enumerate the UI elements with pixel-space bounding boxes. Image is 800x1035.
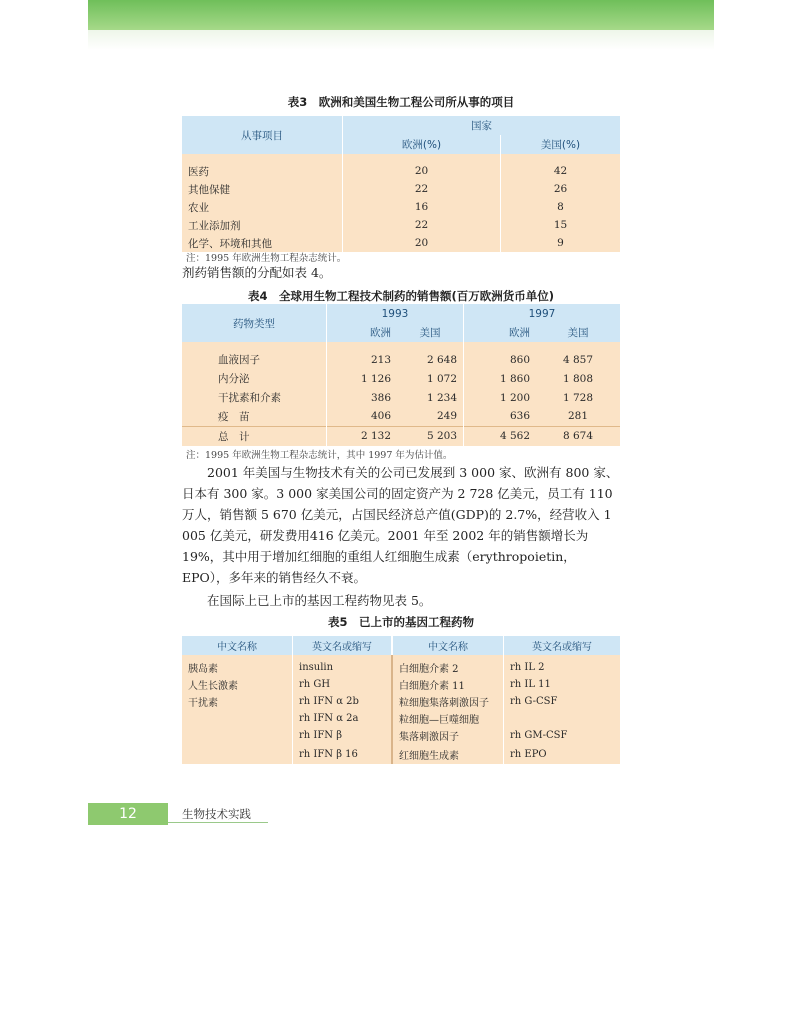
table-row-total: 总 计 2 132 5 203 4 562 8 674 [182,426,620,446]
table-row: 干扰素和介素 386 1 234 1 200 1 728 [182,388,620,407]
table-row: 农业 16 8 [182,198,620,216]
table3-col-europe: 欧洲(%) [343,135,501,154]
table5-col-cn1: 中文名称 [182,636,293,655]
table-row: 工业添加剂 22 15 [182,216,620,234]
table-row: rh IFN β 集落刺激因子 rh GM-CSF [182,727,620,744]
table4 [182,304,620,446]
table-row: rh IFN β 16 红细胞生成素 rh EPO [182,744,620,764]
table5-col-en1: 英文名或缩写 [293,636,393,655]
table3 [182,116,620,252]
table-row: 胰岛素 insulin 白细胞介素 2 rh IL 2 [182,659,620,676]
table-row: 人生长激素 rh GH 白细胞介素 11 rh IL 11 [182,676,620,693]
table4-caption: 表4 全球用生物工程技术制药的销售额(百万欧洲货币单位) [247,289,554,303]
table3-note: 注：1995 年欧洲生物工程杂志统计。 [186,253,347,264]
paragraph-2: 在国际上已上市的基因工程药物见表 5。 [207,593,432,608]
table-row: 血液因子 213 2 648 860 4 857 [182,350,620,369]
table4-col-type: 药物类型 [182,304,327,342]
table-row: 疫 苗 406 249 636 281 [182,407,620,426]
table-row: 干扰素 rh IFN α 2b 粒细胞集落刺激因子 rh G-CSF [182,693,620,710]
table4-col-europe-1997: 欧洲 [464,323,537,342]
footer-divider [168,822,268,823]
table3-caption: 表3 欧洲和美国生物工程公司所从事的项目 [287,95,515,109]
table3-col-usa: 美国(%) [501,135,621,154]
table-row: 医药 20 42 [182,162,620,180]
table-row: 其他保健 22 26 [182,180,620,198]
table5-col-cn2: 中文名称 [392,636,504,655]
page-number: 12 [88,803,168,825]
header-fade [88,30,714,50]
paragraph-1: 2001 年美国与生物技术有关的公司已发展到 3 000 家、欧洲有 800 家、日本有 300 家。3 000 家美国公司的固定资产为 2 728 亿美元，员工有 110 万人，销售额 5 670 亿美元，占国民经济总产值(GDP)的 2.7%，经营收入 1 005 亿美元，研发费用416 亿美元。2001 年至 2002 年的销售额增长为 19%，其中用于增加红细胞的重组人红细胞生成素（erythropoietin，EPO），多年来的销售经久不衰。 [182,465,619,585]
header-band [88,0,714,30]
intro-line: 剂药销售额的分配如表 4。 [182,265,332,280]
table3-col-country: 国家 [343,116,621,135]
table3-col-item: 从事项目 [182,116,343,154]
table4-year-1993: 1993 [327,304,464,323]
table5 [182,636,620,764]
table4-year-1997: 1997 [464,304,621,323]
table5-caption: 表5 已上市的基因工程药物 [327,615,474,629]
table4-col-usa-1993: 美国 [397,323,464,342]
table4-col-europe-1993: 欧洲 [327,323,398,342]
book-title: 生物技术实践 [182,807,251,821]
table4-note: 注：1995 年欧洲生物工程杂志统计，其中 1997 年为估计值。 [186,450,453,461]
table-row: 内分泌 1 126 1 072 1 860 1 808 [182,369,620,388]
table-row: rh IFN α 2a 粒细胞—巨噬细胞 [182,710,620,727]
table5-col-en2: 英文名或缩写 [504,636,621,655]
table-row: 化学、环境和其他 20 9 [182,234,620,252]
table4-col-usa-1997: 美国 [536,323,620,342]
